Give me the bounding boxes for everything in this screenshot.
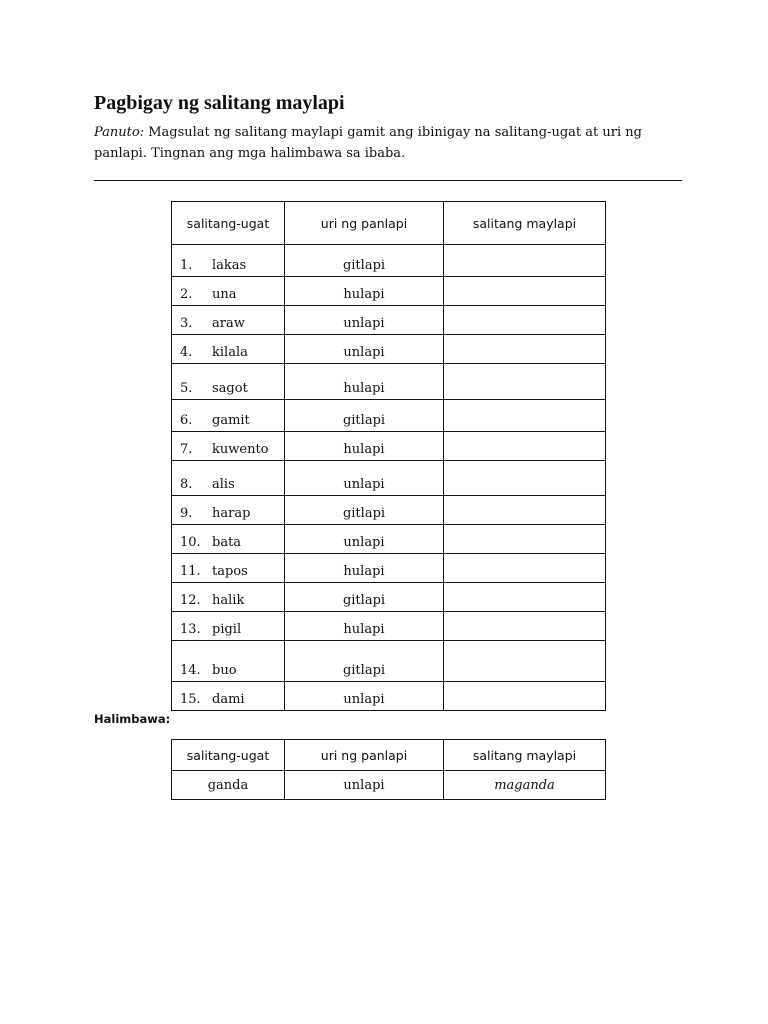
answer-cell[interactable]: [444, 245, 606, 277]
example-row: [172, 771, 606, 800]
root-word-cell: [172, 335, 285, 364]
root-word: lakas: [212, 258, 247, 273]
affix-type-cell: gitlapi: [285, 583, 444, 612]
item-number: 4.: [180, 345, 193, 360]
root-word-cell: [172, 306, 285, 335]
answer-cell[interactable]: [444, 583, 606, 612]
root-word: una: [212, 287, 237, 302]
item-number: 2.: [180, 287, 193, 302]
root-word-cell: [172, 583, 285, 612]
table-row: [172, 682, 606, 711]
root-word-cell: [172, 525, 285, 554]
table-row: [172, 641, 606, 682]
example-label: Halimbawa:: [94, 712, 171, 726]
table-row: [172, 277, 606, 306]
answer-cell[interactable]: [444, 496, 606, 525]
table-row: [172, 400, 606, 432]
root-word: halik: [212, 593, 245, 608]
page-title: Pagbigay ng salitang maylapi: [94, 92, 345, 114]
item-number: 11.: [180, 564, 201, 579]
example-root: ganda: [172, 771, 285, 800]
root-word-cell: [172, 461, 285, 496]
table-row: [172, 306, 606, 335]
header-affixed-word: salitang maylapi: [444, 202, 606, 245]
answer-cell[interactable]: [444, 554, 606, 583]
root-word-cell: [172, 641, 285, 682]
affix-type-cell: unlapi: [285, 335, 444, 364]
answer-cell[interactable]: [444, 400, 606, 432]
item-number: 15.: [180, 692, 201, 707]
table-header-row: [172, 202, 606, 245]
root-word: pigil: [212, 622, 242, 637]
answer-cell[interactable]: [444, 461, 606, 496]
example-header-affixed-word: salitang maylapi: [444, 740, 606, 771]
affix-type-cell: gitlapi: [285, 641, 444, 682]
table-row: [172, 245, 606, 277]
affix-type-cell: unlapi: [285, 461, 444, 496]
root-word-cell: [172, 364, 285, 400]
example-header-root-word: salitang-ugat: [172, 740, 285, 771]
item-number: 6.: [180, 413, 193, 428]
root-word-cell: [172, 554, 285, 583]
divider: [94, 180, 682, 181]
root-word: gamit: [212, 413, 250, 428]
table-row: [172, 461, 606, 496]
example-header-affix-type: uri ng panlapi: [285, 740, 444, 771]
item-number: 7.: [180, 442, 193, 457]
table-row: [172, 432, 606, 461]
root-word: araw: [212, 316, 245, 331]
root-word: alis: [212, 477, 235, 492]
root-word-cell: [172, 612, 285, 641]
root-word-cell: [172, 496, 285, 525]
answer-cell[interactable]: [444, 682, 606, 711]
table-row: [172, 583, 606, 612]
root-word-cell: [172, 432, 285, 461]
exercise-table: [171, 201, 606, 711]
instructions-text: Magsulat ng salitang maylapi gamit ang ibinigay na salitang-ugat at uri ng panlapi. Tingnan ang mga halimbawa sa ibaba.: [94, 125, 642, 161]
table-row: [172, 612, 606, 641]
item-number: 10.: [180, 535, 201, 550]
example-answer: maganda: [444, 771, 606, 800]
root-word-cell: [172, 682, 285, 711]
root-word: bata: [212, 535, 242, 550]
affix-type-cell: hulapi: [285, 554, 444, 583]
root-word-cell: [172, 400, 285, 432]
answer-cell[interactable]: [444, 641, 606, 682]
root-word: buo: [212, 663, 237, 678]
root-word: kilala: [212, 345, 248, 360]
example-table: [171, 739, 606, 800]
root-word: tapos: [212, 564, 248, 579]
table-row: [172, 364, 606, 400]
answer-cell[interactable]: [444, 364, 606, 400]
table-row: [172, 496, 606, 525]
instructions-label: Panuto:: [94, 125, 145, 140]
root-word: kuwento: [212, 442, 269, 457]
root-word: dami: [212, 692, 245, 707]
affix-type-cell: unlapi: [285, 682, 444, 711]
answer-cell[interactable]: [444, 335, 606, 364]
example-affix: unlapi: [285, 771, 444, 800]
root-word: sagot: [212, 381, 248, 396]
item-number: 14.: [180, 663, 201, 678]
answer-cell[interactable]: [444, 306, 606, 335]
table-row: [172, 525, 606, 554]
affix-type-cell: gitlapi: [285, 400, 444, 432]
affix-type-cell: hulapi: [285, 612, 444, 641]
answer-cell[interactable]: [444, 277, 606, 306]
answer-cell[interactable]: [444, 432, 606, 461]
affix-type-cell: gitlapi: [285, 245, 444, 277]
answer-cell[interactable]: [444, 525, 606, 554]
affix-type-cell: hulapi: [285, 364, 444, 400]
instructions: [94, 122, 694, 164]
item-number: 13.: [180, 622, 201, 637]
affix-type-cell: unlapi: [285, 306, 444, 335]
affix-type-cell: unlapi: [285, 525, 444, 554]
root-word-cell: [172, 277, 285, 306]
root-word-cell: [172, 245, 285, 277]
item-number: 12.: [180, 593, 201, 608]
root-word: harap: [212, 506, 251, 521]
affix-type-cell: hulapi: [285, 432, 444, 461]
header-affix-type: uri ng panlapi: [285, 202, 444, 245]
table-row: [172, 554, 606, 583]
item-number: 8.: [180, 477, 193, 492]
item-number: 1.: [180, 258, 193, 273]
item-number: 3.: [180, 316, 193, 331]
affix-type-cell: gitlapi: [285, 496, 444, 525]
example-header-row: [172, 740, 606, 771]
affix-type-cell: hulapi: [285, 277, 444, 306]
table-row: [172, 335, 606, 364]
header-root-word: salitang-ugat: [172, 202, 285, 245]
answer-cell[interactable]: [444, 612, 606, 641]
item-number: 5.: [180, 381, 193, 396]
item-number: 9.: [180, 506, 193, 521]
